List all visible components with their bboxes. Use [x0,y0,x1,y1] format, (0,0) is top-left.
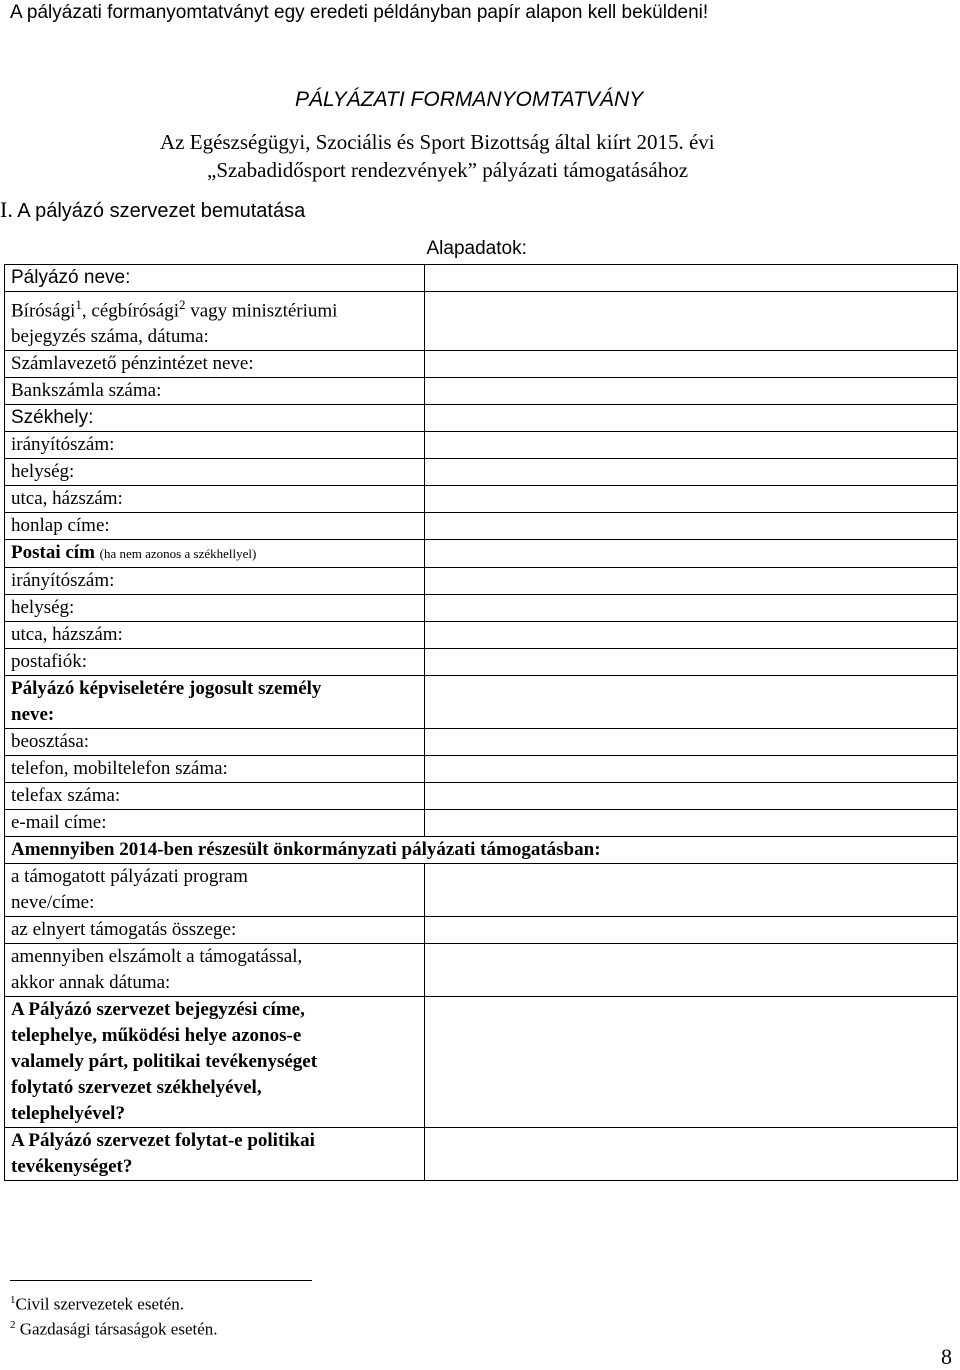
program-line-1: a támogatott pályázati program [11,865,248,887]
rep-line-1: Pályázó képviseletére jogosult személy [11,677,322,699]
postal-note: (ha nem azonos a székhellyel) [99,545,257,561]
label-website: honlap címe: [5,512,425,539]
q1-line-3: valamely párt, politikai tevékenységet [11,1050,318,1072]
label-seat: Székhely: [5,404,425,431]
value-seat-city[interactable] [425,458,958,485]
value-rep-phone[interactable] [425,755,958,782]
section-title: A pályázó szervezet bemutatása [17,200,306,222]
label-postal-city: helység: [5,594,425,621]
registration-text-c: vagy minisztériumi [185,299,338,321]
label-representative-name [5,675,425,728]
q1-line-1: A Pályázó szervezet bejegyzési címe, [11,998,305,1020]
registration-text-line2: bejegyzés száma, dátuma: [11,325,209,347]
value-postal-street[interactable] [425,621,958,648]
label-seat-zip: irányítószám: [5,431,425,458]
section-heading [0,197,305,223]
header-empty-cell [5,236,425,264]
value-postal-address[interactable] [425,539,958,567]
value-postal-city[interactable] [425,594,958,621]
value-seat[interactable] [425,404,958,431]
q1-line-2: telephelye, működési helye azonos-e [11,1024,302,1046]
footnote-separator [10,1280,312,1281]
label-rep-position: beosztása: [5,728,425,755]
registration-text-b: , cégbírósági [81,299,179,321]
form-title: PÁLYÁZATI FORMANYOMTATVÁNY [295,88,644,111]
grant-2014-heading: Amennyiben 2014-ben részesült önkormányzati pályázati támogatásban: [5,836,958,863]
q2-line-1: A Pályázó szervezet folytat-e politikai [11,1129,315,1151]
label-seat-city: helység: [5,458,425,485]
value-settlement-date[interactable] [425,943,958,996]
footnote-2-mark: 2 [10,1319,16,1331]
label-rep-email: e-mail címe: [5,809,425,836]
label-rep-fax: telefax száma: [5,782,425,809]
settled-line-1: amennyiben elszámolt a támogatással, [11,945,303,967]
label-political-activity [5,1127,425,1180]
label-postal-zip: irányítószám: [5,567,425,594]
footnote-ref-1: 1 [75,296,82,312]
q1-line-4: folytató szervezet székhelyével, [11,1076,262,1098]
page-number: 8 [941,1344,952,1369]
registration-text-a: Bírósági [11,299,76,321]
value-rep-fax[interactable] [425,782,958,809]
label-grant-amount: az elnyert támogatás összege: [5,916,425,943]
subtitle-line-2: „Szabadidősport rendezvények” pályázati támogatásához [207,158,689,182]
q2-line-2: tevékenységet? [11,1155,133,1177]
q1-line-5: telephelyével? [11,1102,125,1124]
postal-label: Postai cím [11,541,95,563]
value-representative-name[interactable] [425,675,958,728]
footnote-1 [10,1294,184,1315]
value-party-question[interactable] [425,996,958,1127]
column-header: Alapadatok: [425,236,958,264]
value-program-name[interactable] [425,863,958,916]
rep-line-2: neve: [11,703,55,725]
label-registration [5,291,425,350]
footnote-2 [10,1319,218,1340]
label-postal-street: utca, házszám: [5,621,425,648]
footnote-ref-2: 2 [178,296,186,312]
label-program-name [5,863,425,916]
value-bank-name[interactable] [425,350,958,377]
value-grant-amount[interactable] [425,916,958,943]
settled-line-2: akkor annak dátuma: [11,971,171,993]
value-bank-account[interactable] [425,377,958,404]
value-political-activity[interactable] [425,1127,958,1180]
label-bank-account: Bankszámla száma: [5,377,425,404]
label-party-question [5,996,425,1127]
label-applicant-name: Pályázó neve: [5,264,425,291]
label-postal-box: postafiók: [5,648,425,675]
program-line-2: neve/címe: [11,891,95,913]
value-rep-email[interactable] [425,809,958,836]
footnote-2-text: Gazdasági társaságok esetén. [15,1319,218,1339]
value-postal-zip[interactable] [425,567,958,594]
footnote-1-text: Civil szervezetek esetén. [15,1294,185,1314]
label-settlement-date [5,943,425,996]
label-seat-street: utca, házszám: [5,485,425,512]
value-seat-street[interactable] [425,485,958,512]
value-website[interactable] [425,512,958,539]
section-number: I. [0,197,13,222]
label-bank-name: Számlavezető pénzintézet neve: [5,350,425,377]
applicant-data-table [4,236,958,1181]
value-postal-box[interactable] [425,648,958,675]
value-rep-position[interactable] [425,728,958,755]
value-applicant-name[interactable] [425,264,958,291]
submission-notice: A pályázati formanyomtatványt egy eredeti példányban papír alapon kell beküldeni! [10,2,709,23]
value-seat-zip[interactable] [425,431,958,458]
value-registration[interactable] [425,291,958,350]
footnote-1-mark: 1 [10,1294,16,1306]
label-rep-phone: telefon, mobiltelefon száma: [5,755,425,782]
label-postal-address [5,539,425,567]
subtitle-line-1: Az Egészségügyi, Szociális és Sport Bizottság által kiírt 2015. évi [160,130,715,154]
